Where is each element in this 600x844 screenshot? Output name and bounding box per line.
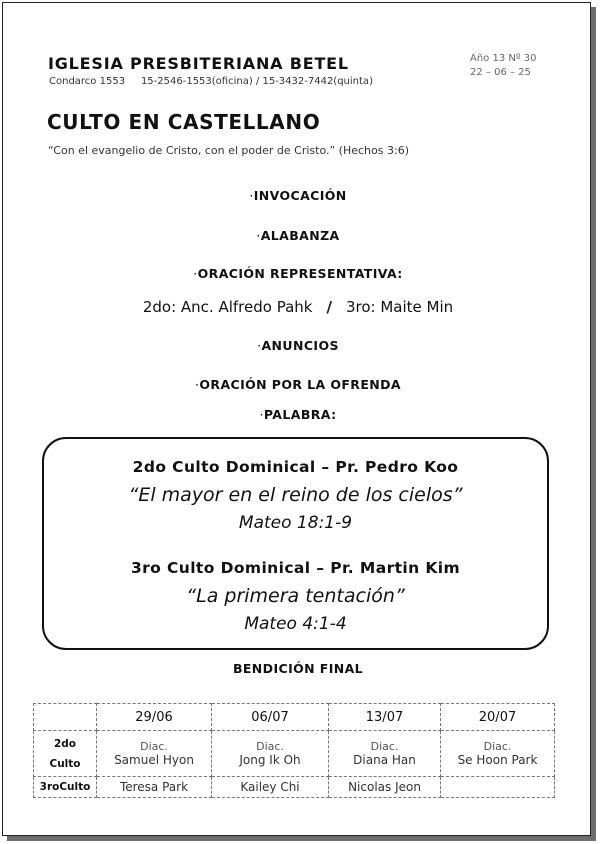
- prayer-leaders: [0, 298, 596, 316]
- issue-number: Año 13 Nº 30: [470, 53, 537, 64]
- roster-label-2do-a: 2do: [53, 737, 77, 750]
- order-palabra-label: PALABRA:: [263, 407, 337, 422]
- sermon-2-reference: Mateo 4:1-4: [244, 614, 347, 634]
- roster-row-3ro: [34, 777, 555, 798]
- theme-verse: “Con el evangelio de Cristo, con el poder de Cristo.” (Hechos 3:6): [48, 144, 409, 157]
- prayer-separator: /: [326, 298, 332, 316]
- church-name: IGLESIA PRESBITERIANA BETEL: [48, 54, 349, 73]
- order-oracion: ·ORACIÓN REPRESENTATIVA:: [193, 266, 403, 281]
- prayer-2do: 2do: Anc. Alfredo Pahk: [142, 298, 313, 316]
- order-invocacion-label: INVOCACIÓN: [253, 188, 347, 203]
- roster-cell: [97, 731, 212, 777]
- roster-name: Se Hoon Park: [457, 753, 538, 767]
- order-anuncios-label: ANUNCIOS: [261, 338, 339, 353]
- roster-name: Jong Ik Oh: [239, 753, 301, 767]
- roster-date: 20/07: [441, 704, 555, 731]
- order-alabanza-label: ALABANZA: [260, 228, 340, 243]
- roster-name: Teresa Park: [97, 777, 212, 798]
- roster-role: Diac.: [256, 740, 284, 753]
- order-ofrenda: ·ORACIÓN POR LA OFRENDA: [195, 377, 401, 392]
- order-palabra: ·PALABRA:: [259, 407, 337, 422]
- order-oracion-label: ORACIÓN REPRESENTATIVA:: [197, 266, 403, 281]
- sermon-2-heading: 3ro Culto Dominical – Pr. Martin Kim: [130, 559, 461, 577]
- roster-row-2do: [34, 731, 555, 777]
- roster-name: Kailey Chi: [212, 777, 329, 798]
- roster-role: Diac.: [370, 740, 399, 753]
- roster-role: Diac.: [140, 740, 168, 753]
- roster-date: 06/07: [212, 704, 329, 731]
- sermon-1-title: “El mayor en el reino de los cielos”: [128, 484, 463, 506]
- roster-name: [441, 777, 555, 798]
- roster-role: Diac.: [483, 740, 512, 753]
- sermon-1-heading: 2do Culto Dominical – Pr. Pedro Koo: [132, 458, 459, 476]
- roster-cell: [441, 731, 555, 777]
- roster-corner-cell: [34, 704, 97, 731]
- sermon-box: [42, 437, 549, 650]
- roster-cell: [329, 731, 441, 777]
- roster-cell: [212, 731, 329, 777]
- roster-name: Samuel Hyon: [114, 753, 194, 767]
- roster-label-3ro: 3roCulto: [34, 777, 97, 798]
- roster-date: 29/06: [97, 704, 212, 731]
- order-bendicion: BENDICIÓN FINAL: [232, 661, 364, 676]
- order-invocacion: ·INVOCACIÓN: [249, 188, 347, 203]
- roster-name: Nicolas Jeon: [329, 777, 441, 798]
- roster-label-2do: [34, 731, 97, 777]
- roster-header-row: [34, 704, 555, 731]
- church-contact: Condarco 1553 15-2546-1553(oficina) / 15-3432-7442(quinta): [49, 76, 373, 87]
- roster-name: Diana Han: [353, 753, 416, 767]
- roster-date: 13/07: [329, 704, 441, 731]
- sermon-2-title: “La primera tentación”: [186, 585, 405, 607]
- issue-date: 22 – 06 – 25: [470, 67, 531, 78]
- issue-info: [470, 52, 536, 80]
- order-alabanza: ·ALABANZA: [256, 228, 340, 243]
- service-title: CULTO EN CASTELLANO: [47, 110, 321, 134]
- order-anuncios: ·ANUNCIOS: [257, 338, 339, 353]
- deacon-roster-table: [33, 703, 555, 798]
- roster-label-2do-b: Culto: [49, 757, 81, 770]
- prayer-3ro: 3ro: Maite Min: [345, 298, 454, 316]
- sermon-1-reference: Mateo 18:1-9: [238, 513, 353, 533]
- order-ofrenda-label: ORACIÓN POR LA OFRENDA: [199, 377, 401, 392]
